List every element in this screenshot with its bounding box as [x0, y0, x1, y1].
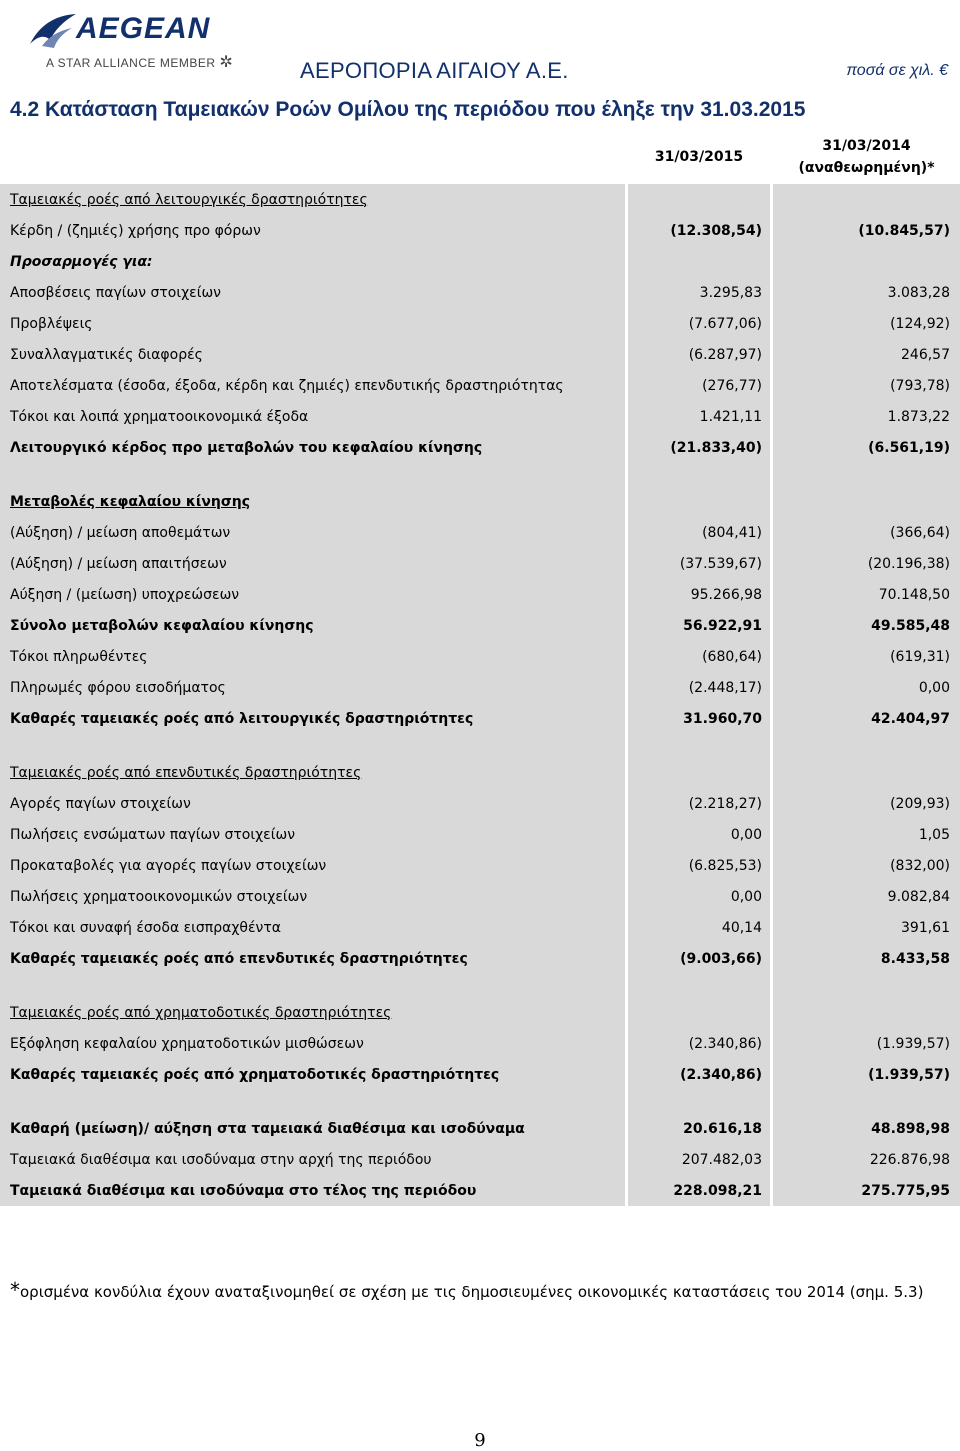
column-header-2014-note: (αναθεωρημένη)* [798, 160, 935, 176]
bird-icon [28, 10, 78, 50]
logo-tagline-text: A STAR ALLIANCE MEMBER [46, 56, 216, 70]
value-2015: (37.539,67) [628, 548, 770, 579]
value-2015: (21.833,40) [628, 432, 770, 463]
value-2015: (680,64) [628, 641, 770, 672]
table-row [0, 788, 960, 819]
column-header-2015-text: 31/03/2015 [654, 149, 744, 165]
value-2015: 40,14 [628, 912, 770, 943]
column-header-2015 [628, 126, 770, 184]
spacer-cell [773, 463, 960, 486]
column-header-2014 [773, 126, 960, 184]
row-label: Σύνολο μεταβολών κεφαλαίου κίνησης [0, 610, 625, 641]
table-row [0, 703, 960, 734]
spacer-cell [0, 734, 625, 757]
value-2014: 226.876,98 [773, 1144, 960, 1175]
row-label: Καθαρές ταμειακές ροές από λειτουργικές δραστηριότητες [0, 703, 625, 734]
value-2015: 207.482,03 [628, 1144, 770, 1175]
table-row [0, 881, 960, 912]
row-label: Πωλήσεις ενσώματων παγίων στοιχείων [0, 819, 625, 850]
table-row [0, 1028, 960, 1059]
value-2015: (2.340,86) [628, 1059, 770, 1090]
value-2015: 3.295,83 [628, 277, 770, 308]
table-row [0, 1113, 960, 1144]
header-label-cell [0, 126, 625, 184]
table-row [0, 943, 960, 974]
value-2015: 0,00 [628, 881, 770, 912]
value-2014: (209,93) [773, 788, 960, 819]
value-2015: 56.922,91 [628, 610, 770, 641]
value-2015: (2.448,17) [628, 672, 770, 703]
spacer-cell [0, 974, 625, 997]
table-row [0, 184, 960, 215]
table-row [0, 819, 960, 850]
table-row [0, 486, 960, 517]
row-label: Τόκοι και συναφή έσοδα εισπραχθέντα [0, 912, 625, 943]
value-2015: 228.098,21 [628, 1175, 770, 1206]
row-label: Καθαρή (μείωση)/ αύξηση στα ταμειακά διαθέσιμα και ισοδύναμα [0, 1113, 625, 1144]
table-row [0, 610, 960, 641]
value-2014: 1.873,22 [773, 401, 960, 432]
row-label: Τόκοι και λοιπά χρηματοοικονομικά έξοδα [0, 401, 625, 432]
table-row [0, 548, 960, 579]
row-label: Καθαρές ταμειακές ροές από επενδυτικές δραστηριότητες [0, 943, 625, 974]
value-2015 [628, 997, 770, 1028]
spacer-cell [628, 974, 770, 997]
row-label: Εξόφληση κεφαλαίου χρηματοδοτικών μισθώσεων [0, 1028, 625, 1059]
value-2014 [773, 757, 960, 788]
spacer-row [0, 1090, 960, 1113]
value-2014: 70.148,50 [773, 579, 960, 610]
star-alliance-icon: ✲ [219, 54, 234, 71]
row-label: Πωλήσεις χρηματοοικονομικών στοιχείων [0, 881, 625, 912]
row-label: Κέρδη / (ζημιές) χρήσης προ φόρων [0, 215, 625, 246]
value-2014: 246,57 [773, 339, 960, 370]
value-2014: 275.775,95 [773, 1175, 960, 1206]
value-2014: (1.939,57) [773, 1028, 960, 1059]
value-2014: (366,64) [773, 517, 960, 548]
value-2015: 20.616,18 [628, 1113, 770, 1144]
table-row [0, 579, 960, 610]
value-2014: (124,92) [773, 308, 960, 339]
table-row [0, 277, 960, 308]
value-2014: 391,61 [773, 912, 960, 943]
table-row [0, 308, 960, 339]
spacer-cell [628, 1090, 770, 1113]
value-2015: (6.287,97) [628, 339, 770, 370]
row-label: Αποσβέσεις παγίων στοιχείων [0, 277, 625, 308]
value-2015 [628, 486, 770, 517]
row-label: Ταμειακά διαθέσιμα και ισοδύναμα στο τέλος της περιόδου [0, 1175, 625, 1206]
table-header-row [0, 126, 960, 184]
value-2014: 49.585,48 [773, 610, 960, 641]
value-2014 [773, 486, 960, 517]
value-2015: (12.308,54) [628, 215, 770, 246]
value-2015: (9.003,66) [628, 943, 770, 974]
row-label: Λειτουργικό κέρδος προ μεταβολών του κεφαλαίου κίνησης [0, 432, 625, 463]
spacer-row [0, 974, 960, 997]
value-2014: (832,00) [773, 850, 960, 881]
spacer-cell [0, 1090, 625, 1113]
table-row [0, 850, 960, 881]
value-2014: (20.196,38) [773, 548, 960, 579]
value-2015: (2.218,27) [628, 788, 770, 819]
value-2015: 31.960,70 [628, 703, 770, 734]
statement-title: 4.2 Κατάσταση Ταμειακών Ροών Ομίλου της περιόδου που έληξε την 31.03.2015 [10, 98, 806, 121]
footnote-star: * [10, 1278, 20, 1302]
spacer-row [0, 734, 960, 757]
table-row [0, 215, 960, 246]
spacer-cell [0, 463, 625, 486]
footnote [10, 1278, 923, 1302]
logo-tagline [46, 52, 233, 72]
value-2015: 95.266,98 [628, 579, 770, 610]
value-2014: 0,00 [773, 672, 960, 703]
company-name: ΑΕΡΟΠΟΡΙΑ ΑΙΓΑΙΟΥ Α.Ε. [300, 58, 569, 83]
table-row [0, 1175, 960, 1206]
spacer-cell [773, 974, 960, 997]
spacer-row [0, 463, 960, 486]
footnote-text: ορισμένα κονδύλια έχουν αναταξινομηθεί σε σχέση με τις δημοσιευμένες οικονομικές καταστάσεις του 2014 (σημ. 5.3) [20, 1283, 924, 1301]
row-label: Τόκοι πληρωθέντες [0, 641, 625, 672]
row-label: Ταμειακές ροές από λειτουργικές δραστηριότητες [0, 184, 625, 215]
value-2014: 9.082,84 [773, 881, 960, 912]
row-label: (Αύξηση) / μείωση αποθεμάτων [0, 517, 625, 548]
value-2014 [773, 184, 960, 215]
value-2015: (2.340,86) [628, 1028, 770, 1059]
row-label: Ταμειακές ροές από επενδυτικές δραστηριότητες [0, 757, 625, 788]
value-2014: 42.404,97 [773, 703, 960, 734]
row-label: Προσαρμογές για: [0, 246, 625, 277]
column-header-2014-text: 31/03/2014 [822, 138, 911, 154]
row-label: (Αύξηση) / μείωση απαιτήσεων [0, 548, 625, 579]
value-2014: (10.845,57) [773, 215, 960, 246]
page-header [0, 0, 960, 121]
table-row [0, 997, 960, 1028]
value-2014: (619,31) [773, 641, 960, 672]
spacer-cell [628, 734, 770, 757]
aegean-logo [28, 6, 268, 71]
row-label: Ταμειακά διαθέσιμα και ισοδύναμα στην αρχή της περιόδου [0, 1144, 625, 1175]
row-label: Συναλλαγματικές διαφορές [0, 339, 625, 370]
spacer-cell [628, 463, 770, 486]
value-2015: (7.677,06) [628, 308, 770, 339]
row-label: Καθαρές ταμειακές ροές από χρηματοδοτικές δραστηριότητες [0, 1059, 625, 1090]
table-row [0, 672, 960, 703]
table-row [0, 757, 960, 788]
spacer-cell [773, 734, 960, 757]
cash-flow-table [0, 126, 960, 1206]
row-label: Πληρωμές φόρου εισοδήματος [0, 672, 625, 703]
value-2014: 1,05 [773, 819, 960, 850]
row-label: Αποτελέσματα (έσοδα, έξοδα, κέρδη και ζημιές) επενδυτικής δραστηριότητας [0, 370, 625, 401]
value-2015: (276,77) [628, 370, 770, 401]
value-2014: 48.898,98 [773, 1113, 960, 1144]
row-label: Μεταβολές κεφαλαίου κίνησης [0, 486, 625, 517]
value-2015 [628, 757, 770, 788]
row-label: Αύξηση / (μείωση) υποχρεώσεων [0, 579, 625, 610]
table-row [0, 432, 960, 463]
table-row [0, 1059, 960, 1090]
row-label: Αγορές παγίων στοιχείων [0, 788, 625, 819]
table-row [0, 641, 960, 672]
table-body [0, 184, 960, 1206]
row-label: Προκαταβολές για αγορές παγίων στοιχείων [0, 850, 625, 881]
value-2014: 3.083,28 [773, 277, 960, 308]
value-2015 [628, 184, 770, 215]
row-label: Προβλέψεις [0, 308, 625, 339]
table-row [0, 401, 960, 432]
value-2014: 8.433,58 [773, 943, 960, 974]
table-row [0, 912, 960, 943]
units-note: ποσά σε χιλ. € [846, 62, 948, 79]
value-2014: (793,78) [773, 370, 960, 401]
value-2014 [773, 997, 960, 1028]
value-2015 [628, 246, 770, 277]
logo-wordmark: AEGEAN [76, 12, 211, 45]
value-2015: 1.421,11 [628, 401, 770, 432]
table-row [0, 517, 960, 548]
value-2015: 0,00 [628, 819, 770, 850]
page-number: 9 [474, 1430, 486, 1451]
table-row [0, 1144, 960, 1175]
value-2014: (6.561,19) [773, 432, 960, 463]
spacer-cell [773, 1090, 960, 1113]
value-2015: (804,41) [628, 517, 770, 548]
row-label: Ταμειακές ροές από χρηματοδοτικές δραστηριότητες [0, 997, 625, 1028]
table-row [0, 370, 960, 401]
table-row [0, 246, 960, 277]
value-2014 [773, 246, 960, 277]
value-2015: (6.825,53) [628, 850, 770, 881]
value-2014: (1.939,57) [773, 1059, 960, 1090]
table-row [0, 339, 960, 370]
